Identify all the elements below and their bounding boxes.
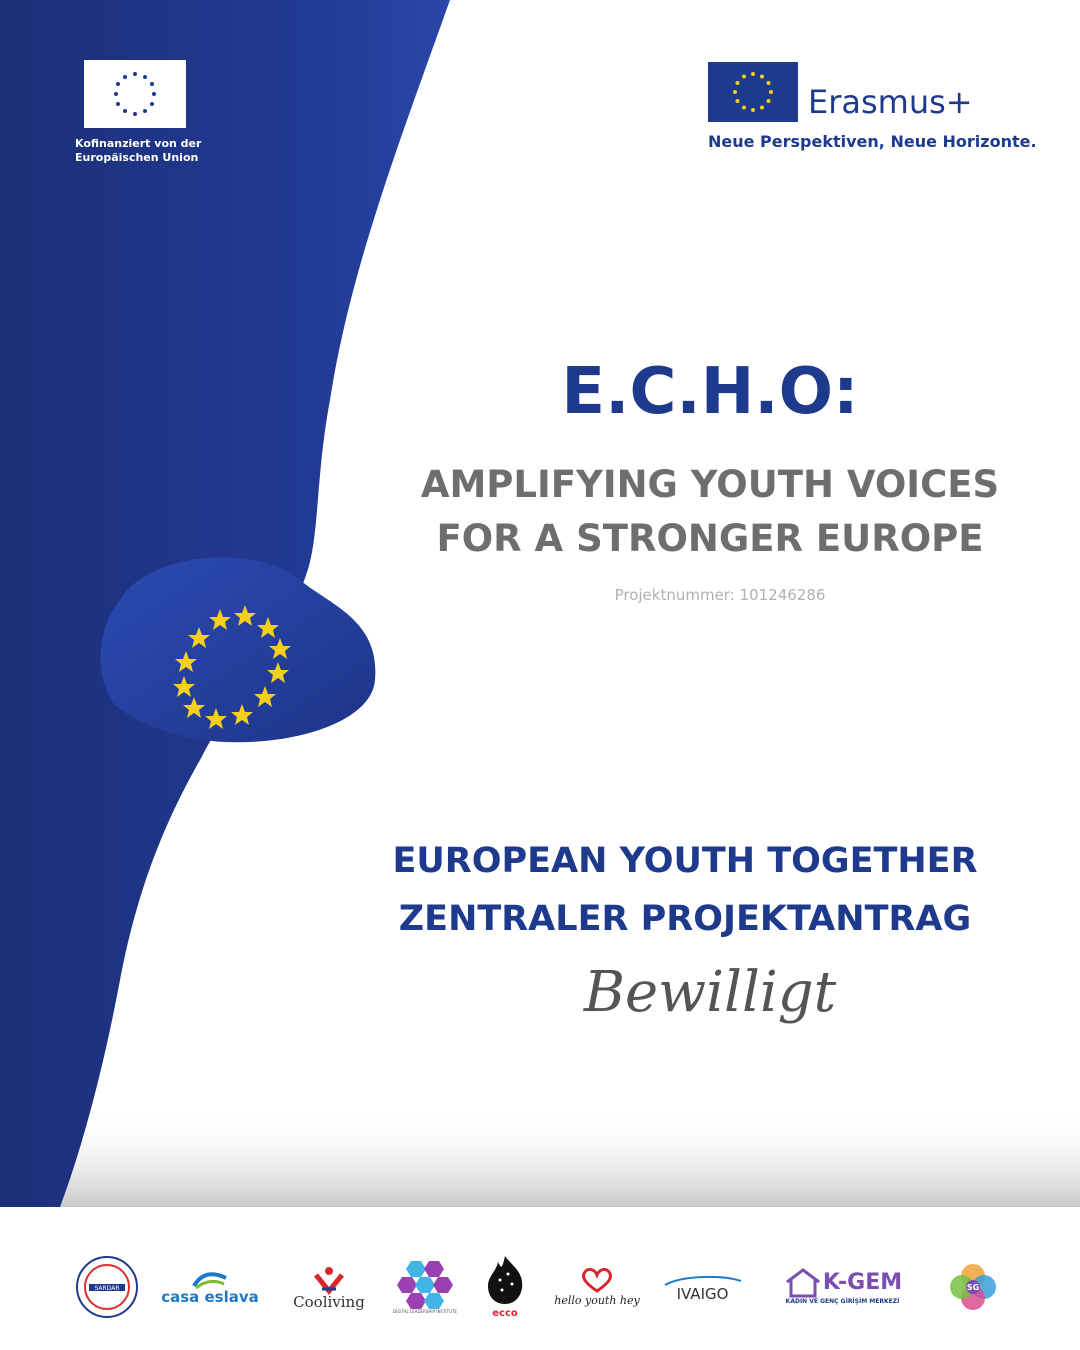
partner-logo-digital-leadership: [395, 1247, 455, 1327]
eu-caption: [75, 137, 235, 165]
cooliving-name: Cooliving: [293, 1292, 365, 1311]
casa-eslava-wave-icon: [192, 1270, 228, 1290]
programme-line1: EUROPEAN YOUTH TOGETHER: [392, 841, 978, 881]
casa-eslava-name: casa eslava: [161, 1287, 259, 1306]
programme-heading: [340, 832, 1030, 948]
house-icon: [783, 1268, 823, 1298]
project-subtitle: [380, 458, 1040, 566]
partner-logo-k-gem: [765, 1247, 920, 1327]
eu-flag-icon: [84, 60, 186, 128]
sg-label: SG: [966, 1283, 980, 1292]
k-gem-subtitle: KADIN VE GENÇ GİRİŞİM MERKEZİ: [785, 1298, 900, 1305]
floor-shadow: [0, 1110, 1080, 1207]
eu-caption-line1: Kofinanziert von der: [75, 137, 202, 150]
partner-logos-bar: [0, 1207, 1080, 1350]
subtitle-line2: FOR A STRONGER EUROPE: [436, 517, 984, 560]
digital-leadership-name: DIGITAL LEADERSHIP INSTITUTE: [393, 1309, 457, 1314]
sardar-emblem-icon: [75, 1255, 139, 1319]
sardar-label: SARDAR: [94, 1285, 120, 1292]
partner-logo-hello-youth: [552, 1247, 642, 1327]
ivaigo-name: IVAIGO: [676, 1284, 729, 1303]
sg-circles-icon: [942, 1256, 1004, 1318]
eu-cofunded-logo: [75, 60, 235, 165]
hello-youth-name: hello youth hey: [554, 1293, 640, 1307]
partner-logo-ivaigo: [660, 1247, 745, 1327]
partner-logo-sardar: [72, 1247, 142, 1327]
project-title: E.C.H.O:: [561, 355, 859, 429]
erasmus-tagline: Neue Perspektiven, Neue Horizonte.: [708, 132, 1037, 151]
partner-logo-casa-eslava: [160, 1247, 260, 1327]
k-gem-name: K-GEM: [822, 1270, 903, 1295]
ecco-name: ecco: [492, 1307, 518, 1319]
hello-youth-heart-icon: [577, 1267, 617, 1293]
hexagon-cluster-icon: [397, 1259, 453, 1309]
erasmus-name: Erasmus+: [808, 83, 973, 121]
partner-logo-ecco: [480, 1247, 530, 1327]
ecco-flame-icon: [482, 1254, 528, 1306]
project-number: Projektnummer: 101246286: [614, 586, 826, 604]
erasmus-flag-icon: [708, 62, 798, 122]
approved-status: Bewilligt: [583, 960, 837, 1025]
partner-logo-sg: [940, 1247, 1006, 1327]
subtitle-line1: AMPLIFYING YOUTH VOICES: [420, 463, 1000, 506]
cooliving-person-icon: [312, 1265, 346, 1295]
programme-line2: ZENTRALER PROJEKTANTRAG: [398, 899, 972, 939]
partner-logo-cooliving: [284, 1247, 374, 1327]
eu-caption-line2: Europäischen Union: [75, 151, 199, 164]
